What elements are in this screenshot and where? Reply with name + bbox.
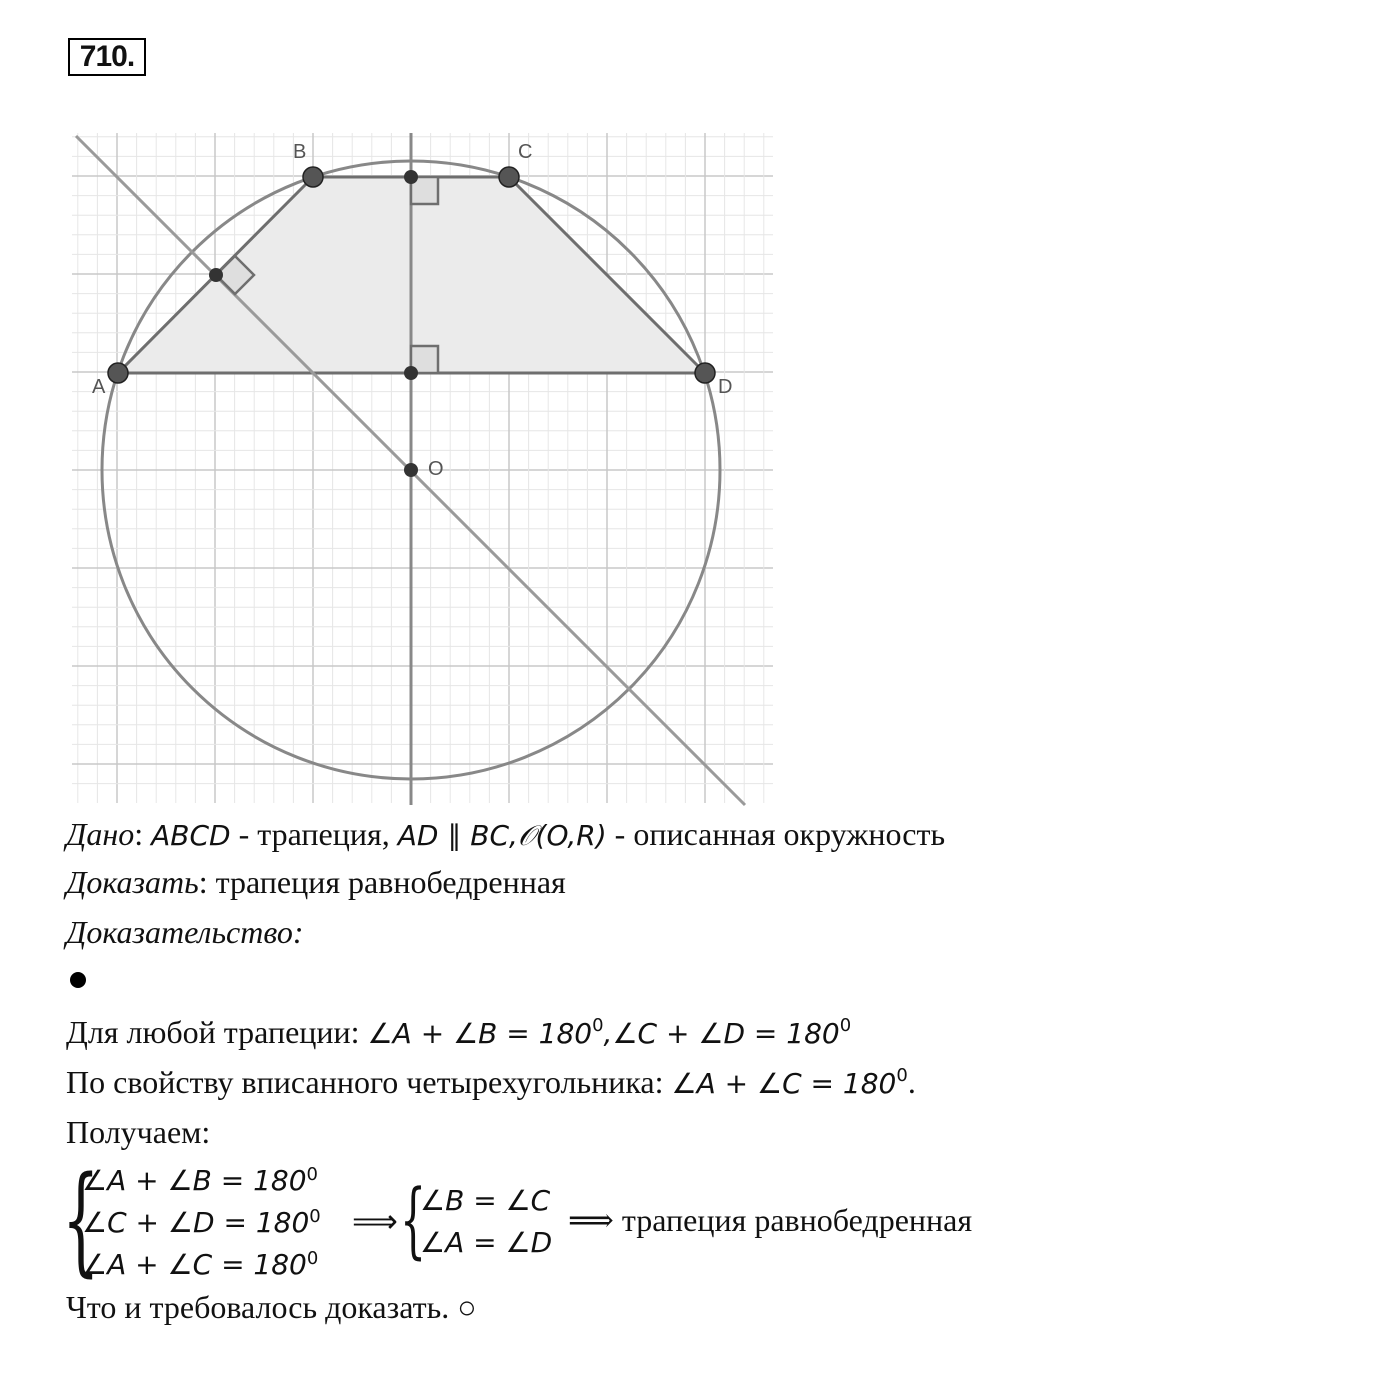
prove-label: Доказать xyxy=(66,864,199,900)
bullet-icon xyxy=(70,972,86,988)
given-text-1: - трапеция, xyxy=(230,816,398,852)
implies-arrow-icon: ⟹ xyxy=(352,1202,398,1240)
prove-text: : трапеция равнобедренная xyxy=(198,864,566,900)
label-d: D xyxy=(718,376,733,398)
point-o xyxy=(404,463,418,477)
given-colon: : xyxy=(134,816,144,852)
point-a xyxy=(108,363,128,383)
midpoint-ab xyxy=(209,268,223,282)
point-c xyxy=(499,167,519,187)
proof-line-3: Получаем: xyxy=(66,1114,211,1150)
proof-line-1-math-b: ,∠C + ∠D = 180 xyxy=(603,1017,840,1050)
proof-line-2-text: По свойству вписанного четырехугольника: xyxy=(66,1064,672,1100)
point-b xyxy=(303,167,323,187)
label-o: O xyxy=(428,458,444,480)
left-brace-icon: { xyxy=(400,1173,427,1268)
system-right-row: ∠B = ∠C xyxy=(420,1184,551,1217)
prove-line xyxy=(66,862,566,902)
given-label: Дано xyxy=(66,816,135,852)
system-left xyxy=(82,1160,321,1286)
system-right xyxy=(420,1180,552,1264)
proof-line-1 xyxy=(66,1012,851,1054)
proof-line-2-math: ∠A + ∠C = 180 xyxy=(671,1067,897,1100)
system-left-row: ∠A + ∠B = $180^0$ xyxy=(82,1164,318,1197)
given-math-2: AD ∥ BC,𝒪(O,R) xyxy=(397,819,607,852)
degree-sup: 0 xyxy=(592,1015,604,1036)
problem-number: 710. xyxy=(68,38,146,76)
proof-line-1-math-a: ∠A + ∠B = 180 xyxy=(367,1017,593,1050)
midpoint-ad xyxy=(404,366,418,380)
proof-line-2 xyxy=(66,1062,916,1104)
label-b: B xyxy=(293,141,307,163)
proof-label: Доказательство: xyxy=(66,914,304,950)
left-brace-icon: { xyxy=(62,1150,100,1288)
qed-line: Что и требовалось доказать. ○ xyxy=(66,1289,477,1325)
label-a: A xyxy=(92,376,106,398)
point-d xyxy=(695,363,715,383)
given-text-2: - описанная окружность xyxy=(606,816,946,852)
degree-sup: 0 xyxy=(896,1065,908,1086)
given-math-1: ABCD xyxy=(151,819,231,852)
given-line xyxy=(66,814,945,856)
system-right-row: ∠A = ∠D xyxy=(420,1226,553,1259)
system-conclusion: ⟹ трапеция равнобедренная xyxy=(568,1202,973,1238)
system-left-row: ∠C + ∠D = $180^0$ xyxy=(82,1206,321,1239)
label-c: C xyxy=(518,141,533,163)
degree-sup: 0 xyxy=(839,1015,852,1036)
midpoint-bc xyxy=(404,170,418,184)
system-left-row: ∠A + ∠C = $180^0$ xyxy=(82,1248,319,1281)
proof-line-2-end: . xyxy=(907,1064,916,1100)
proof-line-1-text: Для любой трапеции: xyxy=(66,1014,368,1050)
